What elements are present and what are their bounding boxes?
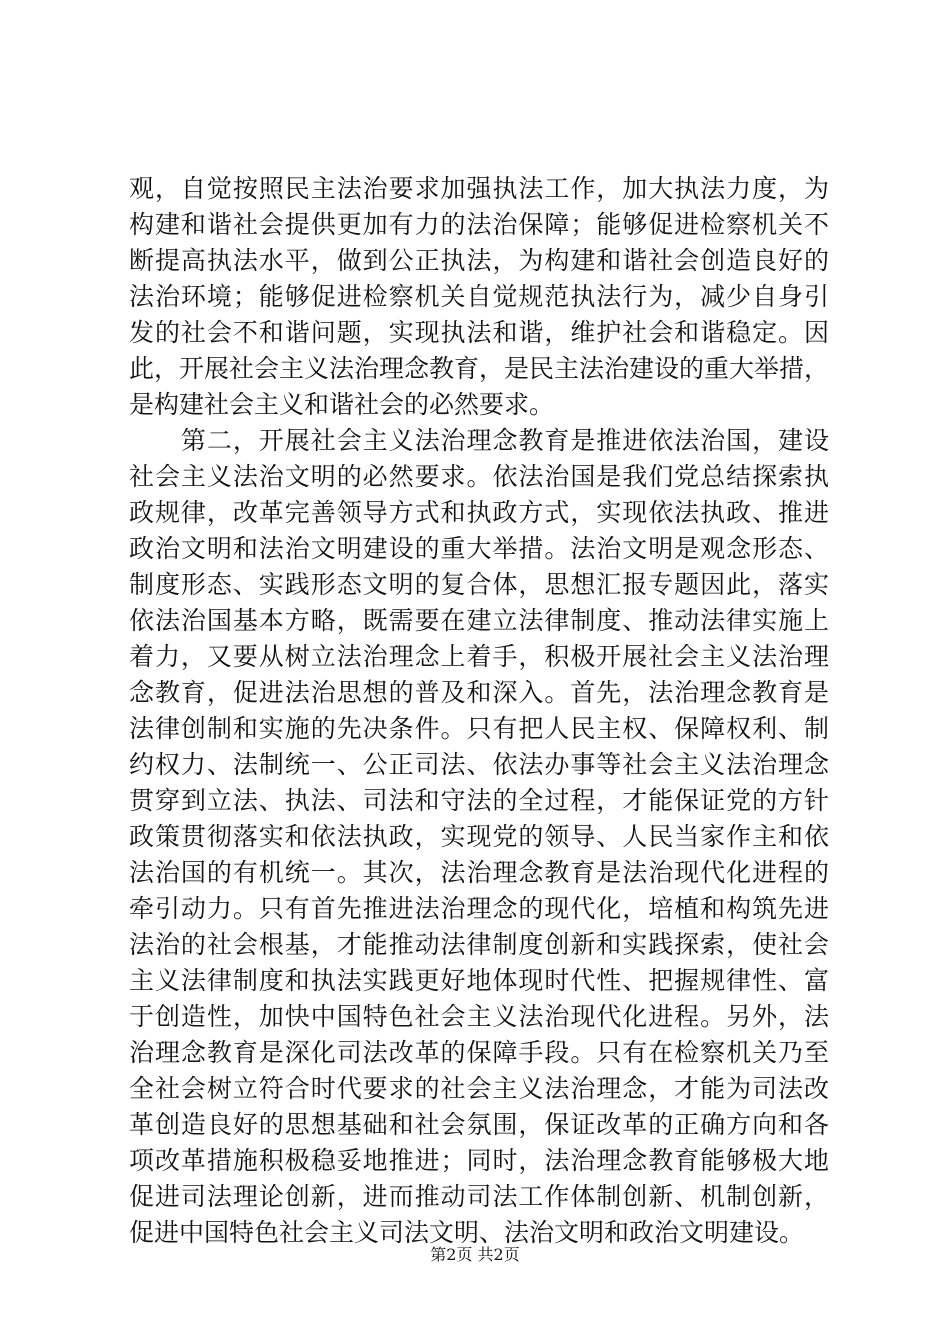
text-line: 发的社会不和谐问题，实现执法和谐，维护社会和谐稳定。因 xyxy=(129,318,829,347)
text-line: 全社会树立符合时代要求的社会主义法治理念，才能为司法改 xyxy=(129,1074,829,1103)
text-line: 此，开展社会主义法治理念教育，是民主法治建设的重大举措， xyxy=(129,354,830,383)
text-line: 法治环境；能够促进检察机关自觉规范执法行为，减少自身引 xyxy=(129,282,829,311)
text-line: 政规律，改革完善领导方式和执政方式，实现依法执政、推进 xyxy=(129,498,829,527)
text-line: 促进中国特色社会主义司法文明、法治文明和政治文明建设。 xyxy=(129,1218,805,1247)
text-line: 法治的社会根基，才能推动法律制度创新和实践探索，使社会 xyxy=(129,930,829,959)
text-line: 治理念教育是深化司法改革的保障手段。只有在检察机关乃至 xyxy=(129,1038,829,1067)
text-line: 牵引动力。只有首先推进法治理念的现代化，培植和构筑先进 xyxy=(129,894,829,923)
page-indicator: 第2页 共2页 xyxy=(430,1245,520,1264)
text-line: 着力，又要从树立法治理念上着手，积极开展社会主义法治理 xyxy=(129,642,829,671)
text-line: 断提高执法水平，做到公正执法，为构建和谐社会创造良好的 xyxy=(129,246,829,275)
text-line: 观，自觉按照民主法治要求加强执法工作，加大执法力度，为 xyxy=(129,174,829,203)
text-line: 于创造性，加快中国特色社会主义法治现代化进程。另外，法 xyxy=(129,1002,829,1031)
text-line: 政治文明和法治文明建设的重大举措。法治文明是观念形态、 xyxy=(129,534,829,563)
text-line: 主义法律制度和执法实践更好地体现时代性、把握规律性、富 xyxy=(129,966,829,995)
text-line: 促进司法理论创新，进而推动司法工作体制创新、机制创新， xyxy=(129,1182,829,1211)
text-line: 约权力、法制统一、公正司法、依法办事等社会主义法治理念 xyxy=(129,750,829,779)
text-line: 法治国的有机统一。其次，法治理念教育是法治现代化进程的 xyxy=(129,858,829,887)
text-line: 念教育，促进法治思想的普及和深入。首先，法治理念教育是 xyxy=(129,678,829,707)
text-line: 政策贯彻落实和依法执政，实现党的领导、人民当家作主和依 xyxy=(129,822,829,851)
text-line: 第二，开展社会主义法治理念教育是推进依法治国，建设 xyxy=(129,426,829,455)
body-text xyxy=(129,171,829,1251)
text-line: 革创造良好的思想基础和社会氛围，保证改革的正确方向和各 xyxy=(129,1110,829,1139)
page-footer xyxy=(0,1244,950,1266)
text-line: 构建和谐社会提供更加有力的法治保障；能够促进检察机关不 xyxy=(129,210,829,239)
text-line: 贯穿到立法、执法、司法和守法的全过程，才能保证党的方针 xyxy=(129,786,829,815)
text-line: 社会主义法治文明的必然要求。依法治国是我们党总结探索执 xyxy=(129,462,829,491)
text-line: 依法治国基本方略，既需要在建立法律制度、推动法律实施上 xyxy=(129,606,829,635)
text-line: 项改革措施积极稳妥地推进；同时，法治理念教育能够极大地 xyxy=(129,1146,829,1175)
text-line: 是构建社会主义和谐社会的必然要求。 xyxy=(129,390,555,419)
text-line: 法律创制和实施的先决条件。只有把人民主权、保障权利、制 xyxy=(129,714,829,743)
text-line: 制度形态、实践形态文明的复合体，思想汇报专题因此，落实 xyxy=(129,570,829,599)
